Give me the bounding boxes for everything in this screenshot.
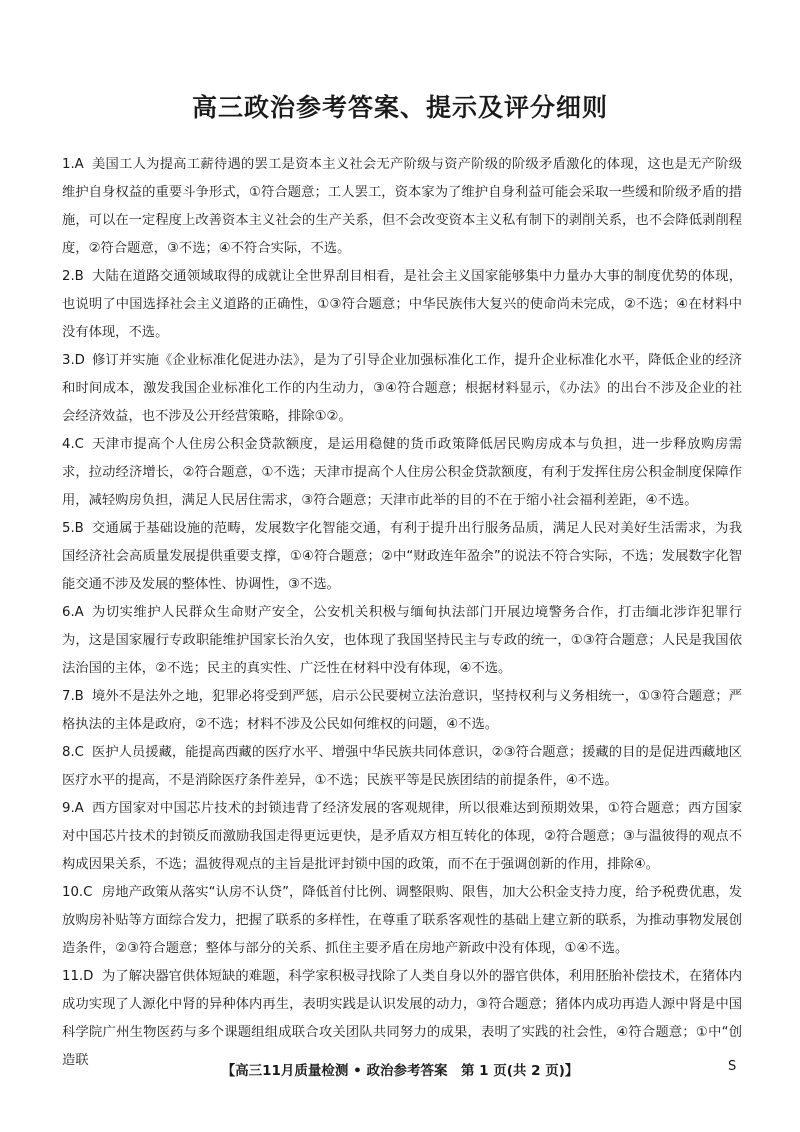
answer-item-10	[62, 879, 742, 963]
answer-explanation: 交通属于基础设施的范畴，发展数字化智能交通，有利于提升出行服务品质，满足人民对美好生活需求，为我国经济社会高质量发展提供重要支撑，①④符合题意；②中“财政连年盈余”的说法不符合实际，不选；发展数字化智能交通不涉及发展的整体性、协调性，③不选。	[62, 521, 742, 592]
answer-explanation: 境外不是法外之地，犯罪必将受到严惩，启示公民要树立法治意识，坚持权利与义务相统一，①③符合题意；严格执法的主体是政府，②不选；材料不涉及公民如何维权的问题，④不选。	[62, 689, 742, 732]
answer-label: 6.A	[62, 605, 84, 620]
corner-mark: S	[728, 1059, 737, 1074]
answer-item-3	[62, 347, 742, 431]
answer-explanation: 修订并实施《企业标准化促进办法》，是为了引导企业加强标准化工作，提升企业标准化水平，降低企业的经济和时间成本，激发我国企业标准化工作的内生动力，③④符合题意；根据材料显示，《办法》的出台不涉及企业的社会经济效益，也不涉及公开经营策略，排除①②。	[62, 353, 742, 424]
answer-explanation: 为切实维护人民群众生命财产安全，公安机关积极与缅甸执法部门开展边境警务合作，打击缅北涉诈犯罪行为，这是国家履行专政职能维护国家长治久安，也体现了我国坚持民主与专政的统一，①③符合题意；人民是我国依法治国的主体，②不选；民主的真实性、广泛性在材料中没有体现，④不选。	[62, 605, 742, 676]
answer-item-1	[62, 151, 742, 263]
answer-label: 8.C	[62, 745, 84, 760]
answer-item-5	[62, 515, 742, 599]
answer-item-7	[62, 683, 742, 739]
answer-label: 3.D	[62, 353, 85, 368]
answer-item-2	[62, 263, 742, 347]
answer-explanation: 为了解决器官供体短缺的难题，科学家积极寻找除了人类自身以外的器官供体，利用胚胎补偿技术，在猪体内成功实现了人源化中肾的异种体内再生，表明实践是认识发展的动力，③符合题意；猪体内成功再造人源中肾是中国科学院广州生物医药与多个课题组组成联合攻关团队共同努力的成果，表明了实践的社会性，④符合题意；①中“创造联	[62, 969, 742, 1068]
answer-item-9	[62, 795, 742, 879]
answer-label: 10.C	[62, 885, 93, 900]
answer-explanation: 西方国家对中国芯片技术的封锁违背了经济发展的客观规律，所以很难达到预期效果，①符合题意；西方国家对中国芯片技术的封锁反而激励我国走得更远更快，是矛盾双方相互转化的体现，②符合题意；③与温彼得的观点不构成因果关系，不选；温彼得观点的主旨是批评封锁中国的政策，而不在于强调创新的作用，排除④。	[62, 801, 742, 872]
answer-list	[62, 151, 742, 1075]
answer-label: 11.D	[62, 969, 94, 984]
answer-explanation: 天津市提高个人住房公积金贷款额度，是运用稳健的货币政策降低居民购房成本与负担，进一步释放购房需求，拉动经济增长，②符合题意，①不选；天津市提高个人住房公积金贷款额度，有利于发挥住房公积金制度保障作用，减轻购房负担，满足人民居住需求，③符合题意；天津市此举的目的不在于缩小社会福利差距，④不选。	[62, 437, 742, 508]
answer-label: 2.B	[62, 269, 84, 284]
page-title: 高三政治参考答案、提示及评分细则	[191, 93, 608, 122]
answer-explanation: 大陆在道路交通领域取得的成就让全世界刮目相看，是社会主义国家能够集中力量办大事的制度优势的体现，也说明了中国选择社会主义道路的正确性，①③符合题意；中华民族伟大复兴的使命尚未完成，②不选；④在材料中没有体现，不选。	[62, 269, 742, 340]
answer-explanation: 医护人员援藏，能提高西藏的医疗水平、增强中华民族共同体意识，②③符合题意；援藏的目的是促进西藏地区医疗水平的提高，不是消除医疗条件差异，①不选；民族平等是民族团结的前提条件，④不选。	[62, 745, 742, 788]
answer-item-8	[62, 739, 742, 795]
answer-item-4	[62, 431, 742, 515]
page-footer: 【高三11月质量检测 • 政治参考答案 第 1 页(共 2 页)】	[221, 1063, 579, 1079]
answer-label: 4.C	[62, 437, 84, 452]
answer-item-6	[62, 599, 742, 683]
answer-label: 1.A	[62, 157, 84, 172]
answer-explanation: 美国工人为提高工薪待遇的罢工是资本主义社会无产阶级与资产阶级的阶级矛盾激化的体现，这也是无产阶级维护自身权益的重要斗争形式，①符合题意；工人罢工，资本家为了维护自身利益可能会采取一些缓和阶级矛盾的措施，可以在一定程度上改善资本主义社会的生产关系，但不会改变资本主义私有制下的剥削关系，也不会降低剥削程度，②符合题意，③不选；④不符合实际，不选。	[62, 157, 742, 256]
answer-label: 7.B	[62, 689, 84, 704]
answer-label: 5.B	[62, 521, 84, 536]
answer-explanation: 房地产政策从落实“认房不认贷”，降低首付比例、调整限购、限售，加大公积金支持力度，给予税费优惠，发放购房补贴等方面综合发力，把握了联系的多样性，在尊重了联系客观性的基础上建立新的联系，为推动事物发展创造条件，②③符合题意；整体与部分的关系、抓住主要矛盾在房地产新政中没有体现，①④不选。	[62, 885, 742, 956]
answer-label: 9.A	[62, 801, 84, 816]
